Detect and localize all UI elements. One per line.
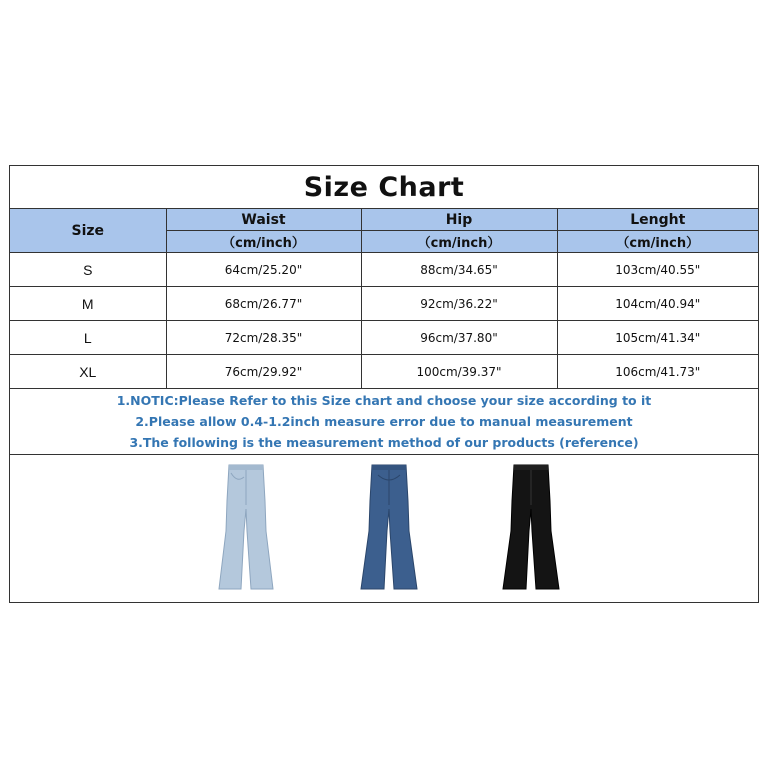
header-row bbox=[10, 209, 758, 231]
size-chart bbox=[9, 165, 759, 603]
black-jeans-image bbox=[496, 461, 566, 593]
note-line: 2.Please allow 0.4-1.2inch measure error due to manual measurement bbox=[135, 414, 633, 429]
size-table bbox=[10, 209, 758, 389]
length-cell: 104cm/40.94" bbox=[557, 287, 758, 321]
waist-unit: （cm/inch） bbox=[166, 231, 361, 253]
medium-wash-jeans-image bbox=[354, 461, 424, 593]
hip-cell: 100cm/39.37" bbox=[361, 355, 557, 389]
size-cell: L bbox=[10, 321, 166, 355]
note-line: 1.NOTIC:Please Refer to this Size chart and choose your size according to it bbox=[116, 393, 652, 408]
waist-cell: 64cm/25.20" bbox=[166, 253, 361, 287]
length-cell: 106cm/41.73" bbox=[557, 355, 758, 389]
length-cell: 105cm/41.34" bbox=[557, 321, 758, 355]
length-cell: 103cm/40.55" bbox=[557, 253, 758, 287]
waist-cell: 68cm/26.77" bbox=[166, 287, 361, 321]
length-header: Lenght bbox=[557, 209, 758, 231]
size-cell: M bbox=[10, 287, 166, 321]
table-row bbox=[10, 355, 758, 389]
notes-section bbox=[10, 389, 758, 455]
hip-header: Hip bbox=[361, 209, 557, 231]
length-unit: （cm/inch） bbox=[557, 231, 758, 253]
size-header: Size bbox=[10, 209, 166, 253]
light-wash-jeans-image bbox=[211, 461, 281, 593]
size-cell: S bbox=[10, 253, 166, 287]
note-line: 3.The following is the measurement method of our products (reference) bbox=[129, 435, 639, 450]
table-row bbox=[10, 321, 758, 355]
hip-cell: 92cm/36.22" bbox=[361, 287, 557, 321]
hip-unit: （cm/inch） bbox=[361, 231, 557, 253]
waist-header: Waist bbox=[166, 209, 361, 231]
chart-title: Size Chart bbox=[10, 166, 758, 209]
waist-cell: 72cm/28.35" bbox=[166, 321, 361, 355]
hip-cell: 88cm/34.65" bbox=[361, 253, 557, 287]
size-cell: XL bbox=[10, 355, 166, 389]
product-images bbox=[10, 455, 758, 602]
waist-cell: 76cm/29.92" bbox=[166, 355, 361, 389]
table-row bbox=[10, 287, 758, 321]
hip-cell: 96cm/37.80" bbox=[361, 321, 557, 355]
table-row bbox=[10, 253, 758, 287]
